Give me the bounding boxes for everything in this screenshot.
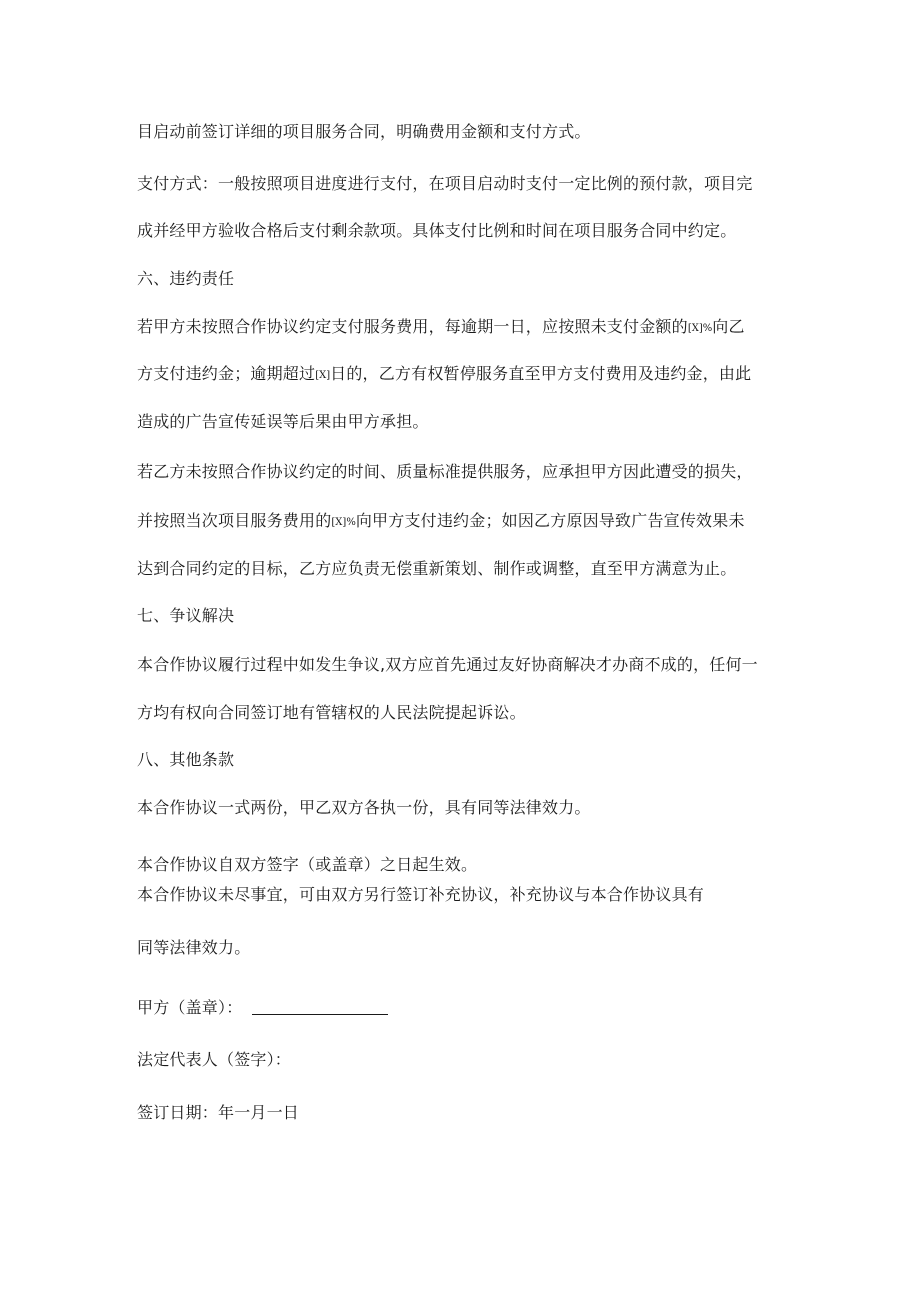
other-terms-line-4: 同等法律效力。: [137, 938, 251, 957]
payment-method-line-1: 支付方式：一般按照项目进度进行支付，在项目启动时支付一定比例的预付款，项目完: [137, 174, 753, 193]
dispute-line-2: 方均有权向合同签订地有管辖权的人民法院提起诉讼。: [137, 703, 526, 722]
text-fragment: 并按照当次项目服务费用的: [137, 511, 332, 530]
breach-party-b-line-3: 达到合同约定的目标，乙方应负责无偿重新策划、制作或调整，直至甲方满意为止。: [137, 559, 737, 578]
breach-party-b-line-1: 若乙方未按照合作协议约定的时间、质量标准提供服务，应承担甲方因此遭受的损失，: [137, 462, 753, 481]
placeholder-mark: [X]: [315, 370, 331, 381]
legal-representative-label: 法定代表人（签字）：: [137, 1050, 292, 1069]
dispute-line-1: 本合作协议履行过程中如发生争议,双方应首先通过友好协商解决才办商不成的，任何一: [137, 655, 758, 674]
text-fragment: 方支付违约金；逾期超过: [137, 364, 316, 383]
other-terms-line-1: 本合作协议一式两份，甲乙双方各执一份，具有同等法律效力。: [137, 798, 591, 817]
section-7-heading: 七、争议解决: [137, 606, 235, 625]
breach-party-a-line-3: 造成的广告宣传延误等后果由甲方承担。: [137, 412, 429, 431]
breach-party-a-line-2: [137, 364, 751, 386]
payment-terms-line: 目启动前签订详细的项目服务合同，明确费用金额和支付方式。: [137, 122, 591, 141]
placeholder-mark: [X]%: [331, 517, 356, 528]
party-a-seal-label: 甲方（盖章）：: [137, 998, 243, 1017]
text-fragment: 日的，乙方有权暂停服务直至甲方支付费用及违约金，由此: [330, 364, 752, 383]
text-fragment: 向乙: [712, 317, 745, 336]
text-fragment: 若甲方未按照合作协议约定支付服务费用，每逾期一日，应按照未支付金额的: [137, 317, 688, 336]
other-terms-line-3: 本合作协议未尽事宜，可由双方另行签订补充协议，补充协议与本合作协议具有: [137, 885, 705, 904]
text-fragment: 向甲方支付违约金；如因乙方原因导致广告宣传效果未: [355, 511, 745, 530]
other-terms-line-2: 本合作协议自双方签字（或盖章）之日起生效。: [137, 855, 478, 874]
party-a-seal-row: [137, 998, 388, 1018]
signing-date-label: 签订日期：年一月一日: [137, 1103, 300, 1122]
section-8-heading: 八、其他条款: [137, 750, 235, 769]
signature-blank-line[interactable]: [252, 1000, 388, 1015]
breach-party-b-line-2: [137, 511, 745, 533]
placeholder-mark: [X]%: [687, 323, 713, 334]
breach-party-a-line-1: [137, 317, 745, 339]
payment-method-line-2: 成并经甲方验收合格后支付剩余款项。具体支付比例和时间在项目服务合同中约定。: [137, 221, 737, 240]
section-6-heading: 六、违约责任: [137, 269, 235, 288]
